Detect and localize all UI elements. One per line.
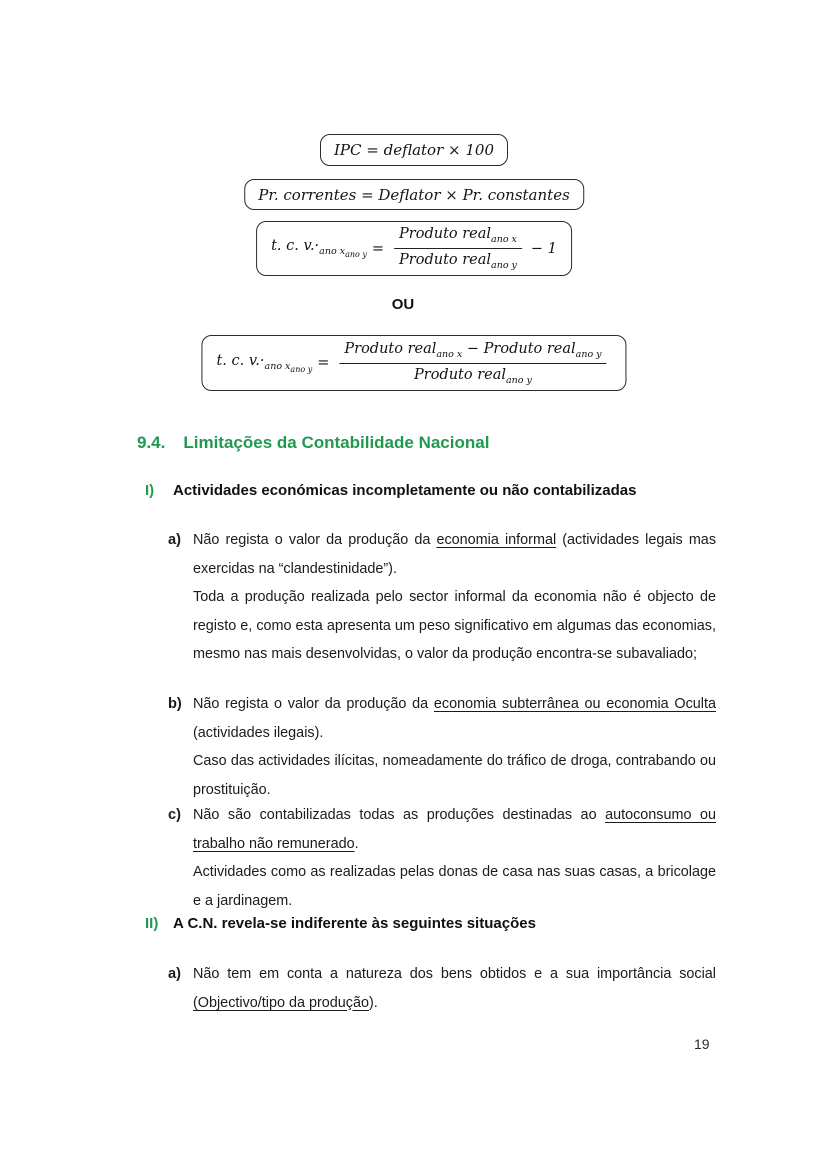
fraction-numerator: Produto real$_{ano x}$: [394, 225, 522, 249]
section-heading: [137, 433, 489, 453]
formula-tail: − 1: [530, 240, 557, 257]
formula-lhs: t. c. $v.\cdot_{ano x_{ano y}}$: [271, 238, 367, 259]
item-paragraph: Não são contabilizadas todas as produções destinadas ao autoconsumo ou trabalho não remunerado.: [193, 807, 716, 852]
section-title: Limitações da Contabilidade Nacional: [183, 433, 490, 452]
item-paragraph: Não tem em conta a natureza dos bens obtidos e a sua importância social (Objectivo/tipo da produção).: [193, 966, 716, 1011]
formula-ipc-text: IPC = deflator × 100: [334, 141, 494, 159]
fraction: [394, 225, 522, 272]
fraction-denominator: Produto real$_{ano y}$: [399, 252, 517, 271]
section-number: 9.4.: [137, 433, 166, 452]
list-I-marker: I): [145, 482, 155, 499]
item-body: [193, 526, 716, 669]
page-number: 19: [694, 1036, 710, 1052]
list-I-header: [145, 482, 715, 499]
item-marker: b): [168, 696, 182, 712]
item-body: [193, 960, 716, 1017]
item-marker: a): [168, 966, 181, 982]
formula-box-growth-rate-ratio: [256, 221, 572, 276]
item-paragraph: Não regista o valor da produção da economia informal (actividades legais mas exercidas na “clandestinidade”).: [193, 532, 717, 577]
item-body: [193, 801, 716, 915]
formula-box-growth-rate-difference: [201, 335, 626, 391]
item-marker: c): [168, 807, 181, 823]
list-item-Ic: [168, 801, 716, 915]
list-item-Ib: [168, 690, 716, 804]
item-marker: a): [168, 532, 181, 548]
list-item-IIa: [168, 960, 716, 1017]
list-item-Ia: [168, 526, 716, 669]
underlined-term: (Objectivo/tipo da produção: [193, 994, 369, 1011]
underlined-term: economia informal: [436, 532, 557, 548]
equals-sign: =: [317, 355, 330, 371]
list-II-title: A C.N. revela-se indiferente às seguintes situações: [173, 915, 536, 932]
fraction: [339, 340, 606, 387]
underlined-term: autoconsumo ou trabalho não remunerado: [193, 807, 716, 852]
item-paragraph: Actividades como as realizadas pelas donas de casa nas suas casas, a bricolage e a jardinagem.: [193, 864, 716, 909]
list-II-marker: II): [145, 915, 159, 932]
item-paragraph: Não regista o valor da produção da economia subterrânea ou economia Oculta (actividades ilegais).: [193, 696, 717, 741]
fraction-numerator: Produto real$_{ano x}$ − Produto real$_{ano y}$: [339, 340, 606, 364]
item-paragraph: Toda a produção realizada pelo sector informal da economia não é objecto de registo e, como esta apresenta um peso significativo em algumas das economias, mesmo nas mais desenvolvidas, o valor da produção encontra-se subavaliado;: [193, 589, 716, 662]
list-II-header: [145, 915, 715, 932]
underlined-term: economia subterrânea ou economia Oculta: [433, 696, 717, 712]
item-paragraph: Caso das actividades ilícitas, nomeadamente do tráfico de droga, contrabando ou prostituição.: [193, 753, 716, 798]
list-I-title: Actividades económicas incompletamente ou não contabilizadas: [173, 482, 637, 499]
formula-box-current-prices: [244, 179, 584, 210]
formula-box-ipc: [320, 134, 508, 166]
equals-sign: =: [371, 240, 385, 257]
fraction-denominator: Produto real$_{ano y}$: [414, 366, 532, 386]
formula-lhs: t. c. $v.\cdot_{ano x_{ano y}}$: [216, 352, 313, 374]
item-body: [193, 690, 716, 804]
or-separator: OU: [391, 296, 415, 313]
formula-prices-text: Pr. correntes = Deflator × Pr. constantes: [258, 185, 570, 204]
